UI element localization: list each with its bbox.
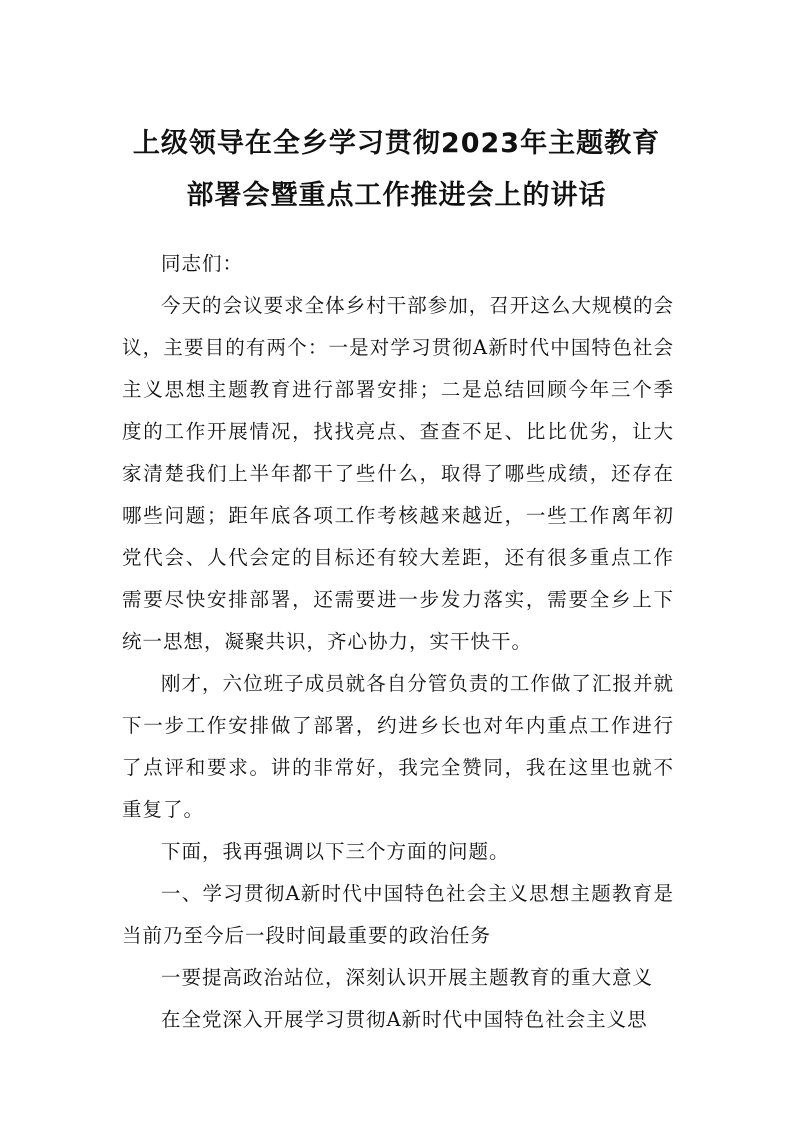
salutation: 同志们：	[161, 252, 244, 275]
paragraph-intro-points: 下面，我再强调以下三个方面的问题。	[161, 840, 510, 863]
paragraph-reports: 刚才，六位班子成员就各自分管负责的工作做了汇报并就下一步工作安排做了部署，约进乡长也对年内重点工作进行了点评和要求。讲的非常好，我完全赞同，我在这里也就不重复了。	[122, 672, 674, 821]
document-title	[110, 118, 683, 222]
subheading-1: 一要提高政治站位，深刻认识开展主题教育的重大意义	[161, 966, 654, 989]
title-line-1: 上级领导在全乡学习贯彻2023年主题教育	[132, 128, 661, 159]
section-heading-1: 一、学习贯彻A新时代中国特色社会主义思想主题教育是当前乃至今后一段时间最重要的政治任务	[122, 882, 674, 947]
title-line-2: 部署会暨重点工作推进会上的讲话	[186, 180, 607, 211]
paragraph-continued: 在全党深入开展学习贯彻A新时代中国特色社会主义思	[161, 1008, 648, 1031]
paragraph-purpose: 今天的会议要求全体乡村干部参加，召开这么大规模的会议，主要目的有两个：一是对学习贯彻A新时代中国特色社会主义思想主题教育进行部署安排；二是总结回顾今年三个季度的工作开展情况，找找亮点、查查不足、比比优劣，让大家清楚我们上半年都干了些什么，取得了哪些成绩，还存在哪些问题；距年底各项工作考核越来越近，一些工作离年初党代会、人代会定的目标还有较大差距，还有很多重点工作需要尽快安排部署，还需要进一步发力落实，需要全乡上下统一思想，凝聚共识，齐心协力，实干快干。	[122, 294, 674, 653]
document-body	[122, 243, 674, 1041]
